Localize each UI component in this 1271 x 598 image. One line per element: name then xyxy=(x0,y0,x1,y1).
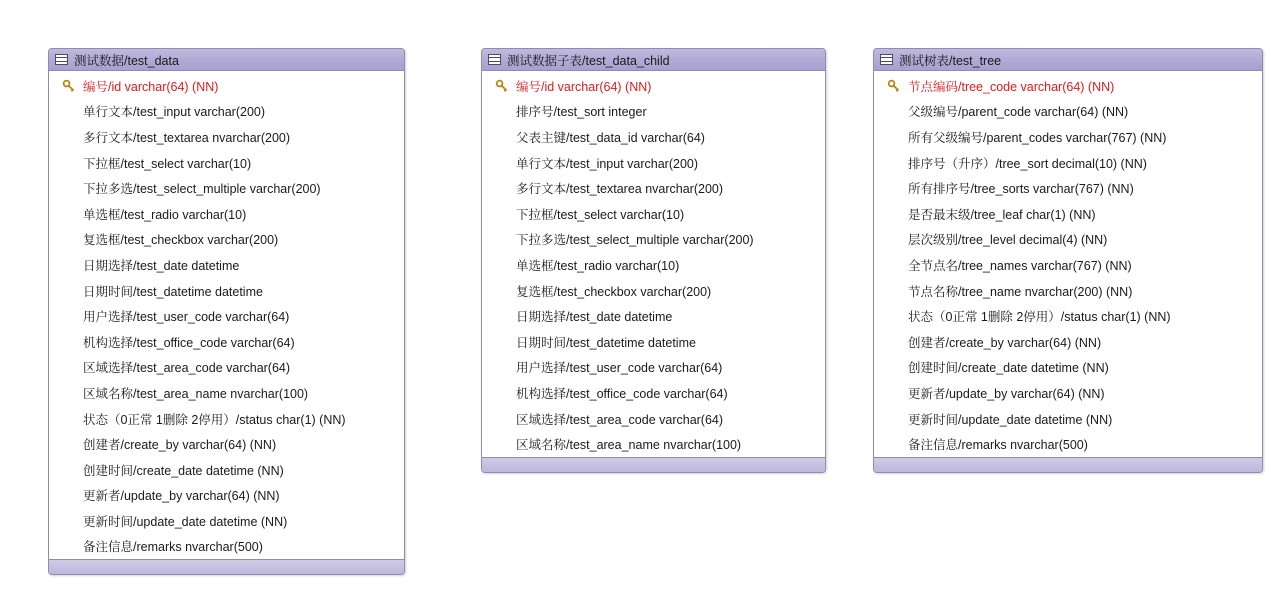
attribute-row[interactable] xyxy=(49,175,404,201)
attribute-label: 单选框/test_radio varchar(10) xyxy=(83,207,247,222)
attribute-label: 下拉多选/test_select_multiple varchar(200) xyxy=(83,182,321,197)
attribute-row[interactable] xyxy=(482,201,825,227)
attribute-label: 区域选择/test_area_code varchar(64) xyxy=(83,361,291,376)
attribute-row[interactable] xyxy=(49,252,404,278)
attribute-row[interactable] xyxy=(874,329,1262,355)
entity-attribute-list xyxy=(482,71,825,457)
attribute-label: 父级编号/parent_code varchar(64) (NN) xyxy=(908,105,1129,120)
attribute-label: 节点编码/tree_code varchar(64) (NN) xyxy=(908,79,1115,94)
table-icon xyxy=(488,54,501,65)
attribute-row[interactable] xyxy=(482,329,825,355)
attribute-row[interactable] xyxy=(49,124,404,150)
attribute-row[interactable] xyxy=(482,252,825,278)
attribute-label: 更新时间/update_date datetime (NN) xyxy=(83,514,288,529)
attribute-label: 所有排序号/tree_sorts varchar(767) (NN) xyxy=(908,182,1134,197)
attribute-label: 更新时间/update_date datetime (NN) xyxy=(908,412,1113,427)
entity-table-test_data[interactable] xyxy=(48,48,405,575)
attribute-label: 复选框/test_checkbox varchar(200) xyxy=(516,284,712,299)
attribute-label: 日期选择/test_date datetime xyxy=(83,258,240,273)
attribute-row[interactable] xyxy=(482,278,825,304)
attribute-label: 是否最末级/tree_leaf char(1) (NN) xyxy=(908,207,1096,222)
attribute-row[interactable] xyxy=(874,227,1262,253)
attribute-label: 编号/id varchar(64) (NN) xyxy=(83,79,219,94)
attribute-label: 创建者/create_by varchar(64) (NN) xyxy=(908,335,1102,350)
entity-footer xyxy=(49,559,404,574)
attribute-label: 状态（0正常 1删除 2停用）/status char(1) (NN) xyxy=(908,310,1171,325)
attribute-row[interactable] xyxy=(874,303,1262,329)
attribute-label: 下拉框/test_select varchar(10) xyxy=(83,156,252,171)
attribute-row[interactable] xyxy=(482,150,825,176)
attribute-label: 全节点名/tree_names varchar(767) (NN) xyxy=(908,258,1132,273)
attribute-label: 创建者/create_by varchar(64) (NN) xyxy=(83,438,277,453)
attribute-row[interactable] xyxy=(482,99,825,125)
attribute-row[interactable] xyxy=(49,483,404,509)
attribute-row[interactable] xyxy=(482,175,825,201)
primary-key-icon xyxy=(55,79,83,93)
attribute-label: 编号/id varchar(64) (NN) xyxy=(516,79,652,94)
attribute-label: 更新者/update_by varchar(64) (NN) xyxy=(83,489,280,504)
attribute-row[interactable] xyxy=(482,73,825,99)
entity-table-test_data_child[interactable] xyxy=(481,48,826,473)
attribute-label: 单选框/test_radio varchar(10) xyxy=(516,258,680,273)
attribute-label: 用户选择/test_user_code varchar(64) xyxy=(83,310,290,325)
attribute-row[interactable] xyxy=(49,303,404,329)
attribute-label: 所有父级编号/parent_codes varchar(767) (NN) xyxy=(908,130,1167,145)
attribute-label: 层次级别/tree_level decimal(4) (NN) xyxy=(908,233,1108,248)
attribute-row[interactable] xyxy=(874,73,1262,99)
attribute-row[interactable] xyxy=(482,303,825,329)
attribute-label: 区域名称/test_area_name nvarchar(100) xyxy=(516,438,742,453)
entity-attribute-list xyxy=(49,71,404,559)
attribute-row[interactable] xyxy=(49,73,404,99)
attribute-row[interactable] xyxy=(874,380,1262,406)
attribute-label: 多行文本/test_textarea nvarchar(200) xyxy=(83,130,291,145)
attribute-row[interactable] xyxy=(482,227,825,253)
attribute-label: 日期时间/test_datetime datetime xyxy=(83,284,263,299)
attribute-label: 单行文本/test_input varchar(200) xyxy=(83,105,266,120)
entity-header[interactable] xyxy=(874,49,1262,71)
entity-footer xyxy=(874,457,1262,472)
attribute-label: 日期选择/test_date datetime xyxy=(516,310,673,325)
attribute-label: 备注信息/remarks nvarchar(500) xyxy=(908,438,1088,453)
attribute-label: 更新者/update_by varchar(64) (NN) xyxy=(908,386,1105,401)
primary-key-icon xyxy=(488,79,516,93)
entity-header[interactable] xyxy=(49,49,404,71)
attribute-label: 单行文本/test_input varchar(200) xyxy=(516,156,699,171)
attribute-row[interactable] xyxy=(49,355,404,381)
entity-header[interactable] xyxy=(482,49,825,71)
entity-table-test_tree[interactable] xyxy=(873,48,1263,473)
attribute-row[interactable] xyxy=(482,406,825,432)
entity-attribute-list xyxy=(874,71,1262,457)
attribute-label: 机构选择/test_office_code varchar(64) xyxy=(516,386,728,401)
attribute-row[interactable] xyxy=(49,201,404,227)
attribute-label: 下拉框/test_select varchar(10) xyxy=(516,207,685,222)
attribute-row[interactable] xyxy=(482,355,825,381)
attribute-row[interactable] xyxy=(874,252,1262,278)
attribute-row[interactable] xyxy=(482,124,825,150)
attribute-row[interactable] xyxy=(874,431,1262,457)
attribute-label: 状态（0正常 1删除 2停用）/status char(1) (NN) xyxy=(83,412,346,427)
attribute-label: 多行文本/test_textarea nvarchar(200) xyxy=(516,182,724,197)
attribute-label: 备注信息/remarks nvarchar(500) xyxy=(83,540,263,555)
attribute-label: 创建时间/create_date datetime (NN) xyxy=(908,361,1109,376)
entity-title: 测试树表/test_tree xyxy=(899,53,1002,68)
attribute-label: 排序号/test_sort integer xyxy=(516,105,647,120)
attribute-row[interactable] xyxy=(49,99,404,125)
attribute-row[interactable] xyxy=(874,99,1262,125)
attribute-row[interactable] xyxy=(49,534,404,560)
attribute-row[interactable] xyxy=(49,380,404,406)
attribute-label: 机构选择/test_office_code varchar(64) xyxy=(83,335,295,350)
entity-footer xyxy=(482,457,825,472)
entity-title: 测试数据子表/test_data_child xyxy=(507,53,670,68)
attribute-row[interactable] xyxy=(874,278,1262,304)
attribute-row[interactable] xyxy=(874,201,1262,227)
attribute-row[interactable] xyxy=(49,150,404,176)
attribute-row[interactable] xyxy=(49,406,404,432)
attribute-row[interactable] xyxy=(874,124,1262,150)
attribute-label: 父表主键/test_data_id varchar(64) xyxy=(516,130,705,145)
attribute-row[interactable] xyxy=(874,355,1262,381)
table-icon xyxy=(55,54,68,65)
attribute-label: 节点名称/tree_name nvarchar(200) (NN) xyxy=(908,284,1133,299)
attribute-label: 用户选择/test_user_code varchar(64) xyxy=(516,361,723,376)
table-icon xyxy=(880,54,893,65)
attribute-row[interactable] xyxy=(874,175,1262,201)
primary-key-icon xyxy=(880,79,908,93)
attribute-label: 区域选择/test_area_code varchar(64) xyxy=(516,412,724,427)
attribute-label: 复选框/test_checkbox varchar(200) xyxy=(83,233,279,248)
attribute-label: 下拉多选/test_select_multiple varchar(200) xyxy=(516,233,754,248)
attribute-label: 区域名称/test_area_name nvarchar(100) xyxy=(83,386,309,401)
attribute-label: 排序号（升序）/tree_sort decimal(10) (NN) xyxy=(908,156,1147,171)
attribute-row[interactable] xyxy=(49,278,404,304)
attribute-row[interactable] xyxy=(49,329,404,355)
attribute-row[interactable] xyxy=(482,431,825,457)
attribute-row[interactable] xyxy=(49,227,404,253)
attribute-label: 日期时间/test_datetime datetime xyxy=(516,335,696,350)
attribute-row[interactable] xyxy=(482,380,825,406)
attribute-row[interactable] xyxy=(49,508,404,534)
attribute-row[interactable] xyxy=(49,457,404,483)
entity-title: 测试数据/test_data xyxy=(74,53,179,68)
attribute-row[interactable] xyxy=(49,431,404,457)
attribute-label: 创建时间/create_date datetime (NN) xyxy=(83,463,284,478)
attribute-row[interactable] xyxy=(874,150,1262,176)
attribute-row[interactable] xyxy=(874,406,1262,432)
